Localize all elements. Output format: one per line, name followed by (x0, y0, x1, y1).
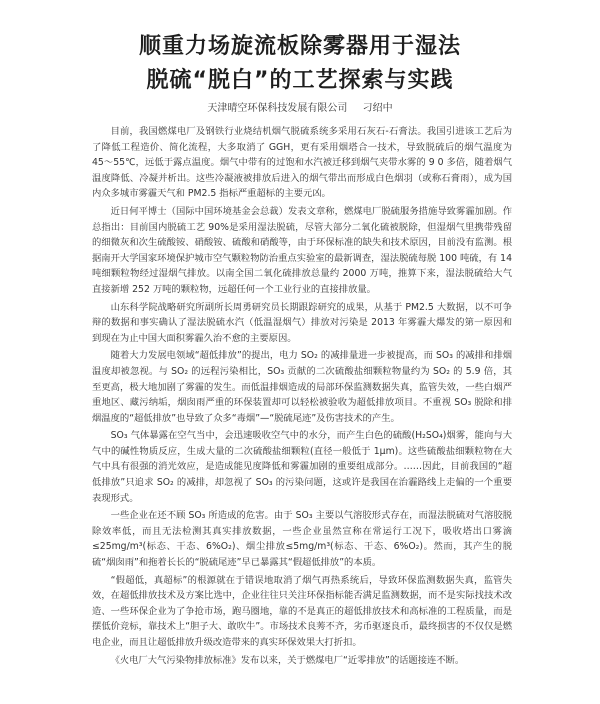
paragraph: 目前，我国燃煤电厂及钢铁行业烧结机烟气脱硫系统多采用石灰石-石膏法。我国引进该工艺后为了降低工程造价、简化流程，大多取消了 GGH，更有采用烟塔合一技术，导致脱硫后的烟气温度为 45～55℃，远低于露点温度。烟气中带有的过饱和水汽被迁移到烟气夹带水雾的 9 0 多倍，随着烟气温度降低、冷凝并析出。这些冷凝液被排放后进入的烟气带出而形成白色烟羽（或称石膏雨），成为国内众多城市雾霾天气和 PM2.5 指标严重超标的主要元凶。 (92, 126, 512, 200)
paragraph: “假超低，真超标”的根源就在于错误地取消了烟气再热系统后，导致环保监测数据失真，监管失效，在超低排放技术及方案比选中，企业往往只关注环保指标能否满足监测数据，而不是实际找技术改造、一些环保企业为了争抢市场，跑马圈地，靠的不是真正的超低排放技术和高标准的工程质量，而是摆低价竞标，靠技术上“胆子大、敢吹牛”。市场技术良莠不齐，劣币驱逐良币，最终损害的不仅仅是燃电企业，而且让超低排放升级改造带来的真实环保效果大打折扣。 (92, 574, 512, 648)
affiliation: 天津晴空环保科技发展有限公司 (207, 103, 348, 114)
paragraph: 一些企业在还不顾 SO₃ 所造成的危害。由于 SO₃ 主要以气溶胶形式存在，而湿法脱硫对气溶胶脱除效率低，而且无法检测其真实排放数据，一些企业虽然宣称在常运行工况下，吸收塔出口雾滴≤25mg/m³(标态、干态、6%O₂)、烟尘排放≤5mg/m³(标态、干态、6%O₂)。然而，其产生的脱硫“烟囱雨”和拖着长长的“脱硫尾迹”早已暴露其“假超低排放”的本质。 (92, 510, 512, 569)
author: 刁绍中 (362, 103, 393, 114)
byline (0, 99, 600, 114)
title-line-1: 顺重力场旋流板除雾器用于湿法 (138, 34, 461, 59)
title-line-2: 脱硫“脱白”的工艺探索与实践 (146, 68, 454, 93)
article-body (92, 124, 512, 670)
paragraph: 随着大力发展电领域“超低排放”的提出，电力 SO₂ 的减排量进一步被提高，而 SO₃ 的减排和排烟温度却被忽视。与 SO₂ 的远程污染相比，SO₃ 贡献的二次硫酸盐细颗粒物量约为 SO₂ 的 5.9 倍，其至更高，极大地加剧了雾霾的发生。而低温排烟造成的局部环保监测数据失真，监管失效，一些白烟严重地区、藏污纳垢，烟囱雨严重的环保装置却可以轻松被验收为超低排放项目。不重视 SO₃ 脱除和排烟温度的“超低排放”也导致了众多“毒烟”—“脱硫尾迹”及伤害技术的产生。 (92, 350, 512, 424)
paragraph: 近日何平博士（国际中国环境基金会总裁）发表文章称，燃煤电厂脱硫服务措施导致雾霾加剧。作总指出：目前国内脱硫工艺 90%是采用湿法脱硫，尽管大部分二氧化硫被脱除，但湿烟气里携带残留的细微灰和次生硫酸铵、硝酸铵、硫酸和硝酸等，由于环保标准的缺失和技术原因，目前没有监测。根据南开大学国家环境保护城市空气颗粒物防治重点实验室的最新调查，湿法脱硫每脱 100 吨硫，有 14 吨细颗粒物经过湿烟气排放。以南全国二氧化硫排放总量约 2000 万吨，推算下来，湿法脱硫给大气直接新增 252 万吨的颗粒物，远超任何一个工业行业的直接排放量。 (92, 205, 512, 295)
paragraph: 《火电厂大气污染物排放标准》发布以来，关于燃煤电厂“近零排放”的话题接连不断。 (110, 654, 465, 666)
paragraph: SO₃ 气体暴露在空气当中，会迅速吸收空气中的水分，而产生白色的硫酸(H₂SO₄)烟雾，能向与大气中的碱性物质反应，生成大量的二次硫酸盐细颗粒(直径一般低于 1μm)。这些硫酸盐细颗粒物在大气中具有很强的消光效应，是造成能见度降低和雾霾加剧的重要组成部分。……因此，目前我国的“超低排放”只追求 SO₂ 的减排，却忽视了 SO₃ 的污染问题，这或许是我国在治霾路线上走偏的一个重要表现形式。 (92, 430, 512, 504)
paragraph: 山东科学院战略研究所副所长周勇研究员长期跟踪研究的成果，从基于 PM2.5 大数据，以不可争辩的数据和事实确认了湿法脱硫水汽（低温湿烟气）排放对污染是 2013 年雾霾大爆发的第一原因和到现在为止中国大面积雾霾久治不愈的主要原因。 (92, 301, 512, 344)
